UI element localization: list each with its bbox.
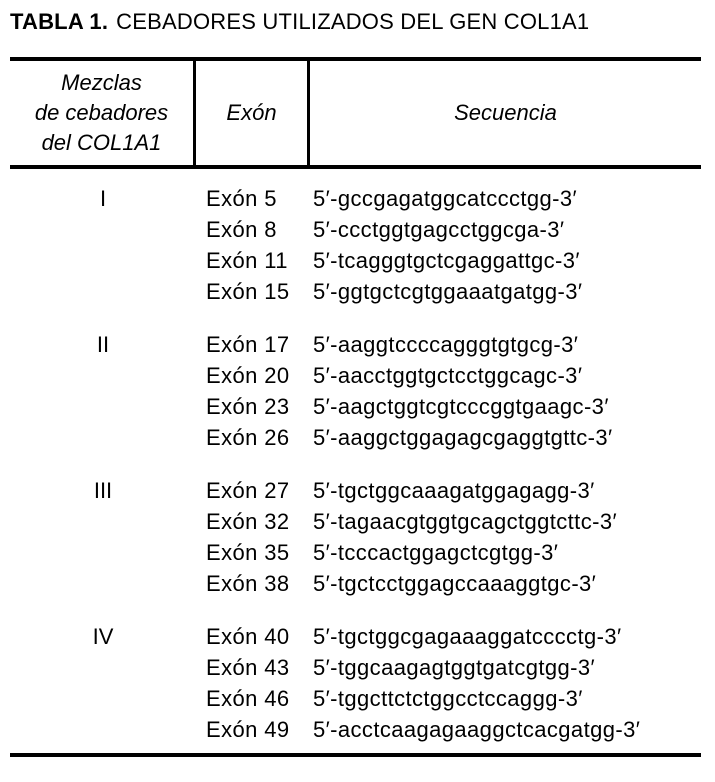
table-row [10, 506, 701, 537]
table-bottom-rule [10, 753, 701, 757]
sequence-text: 5′-tagaacgtggtgcagctggtcttc-3′ [313, 509, 617, 534]
table-title-text: CEBADORES UTILIZADOS DEL GEN COL1A1 [116, 9, 590, 34]
sequence-text: 5′-tggcttctctggcctccaggg-3′ [313, 686, 583, 711]
mix-spacer [10, 714, 196, 745]
sequence-text: 5′-tcagggtgctcgaggattgc-3′ [313, 248, 580, 273]
sequence-text: 5′-ccctggtgagcctggcga-3′ [313, 217, 565, 242]
table-body [10, 169, 701, 753]
exon-label: Exón 43 [206, 655, 290, 680]
exon-label: Exón 15 [206, 279, 290, 304]
exon-label: Exón 23 [206, 394, 290, 419]
sequence-text: 5′-tgctcctggagccaaaggtgc-3′ [313, 571, 597, 596]
table-row [10, 714, 701, 745]
table-title-label: TABLA 1. [10, 9, 109, 34]
sequence-text: 5′-aacctggtgctcctggcagc-3′ [313, 363, 583, 388]
mix-label: III [93, 478, 113, 503]
exon-label: Exón 26 [206, 425, 290, 450]
mix-spacer [10, 537, 196, 568]
mix-spacer [10, 391, 196, 422]
exon-label: Exón 46 [206, 686, 290, 711]
sequence-text: 5′-aaggtccccagggtgtgcg-3′ [313, 332, 579, 357]
exon-label: Exón 5 [206, 186, 277, 211]
table-row [10, 329, 701, 360]
exon-label: Exón 27 [206, 478, 290, 503]
table-row [10, 475, 701, 506]
table-row [10, 360, 701, 391]
exon-label: Exón 8 [206, 217, 277, 242]
table-row [10, 621, 701, 652]
sequence-text: 5′-aaggctggagagcgaggtgttc-3′ [313, 425, 613, 450]
mix-spacer [10, 360, 196, 391]
table-row [10, 391, 701, 422]
exon-label: Exón 38 [206, 571, 290, 596]
header-mix-line: de cebadores [34, 100, 169, 125]
primer-group-I [10, 183, 701, 307]
table-row [10, 568, 701, 599]
exon-label: Exón 17 [206, 332, 290, 357]
mix-spacer [10, 506, 196, 537]
mix-spacer [10, 652, 196, 683]
exon-label: Exón 40 [206, 624, 290, 649]
sequence-text: 5′-aagctggtcgtcccggtgaagc-3′ [313, 394, 609, 419]
sequence-text: 5′-acctcaagagaaggctcacgatgg-3′ [313, 717, 641, 742]
primer-group-IV [10, 621, 701, 745]
mix-label: II [96, 332, 110, 357]
sequence-text: 5′-tgctggcaaagatggagagg-3′ [313, 478, 595, 503]
exon-label: Exón 11 [206, 248, 288, 273]
primers-table [10, 57, 701, 757]
table-row [10, 276, 701, 307]
sequence-text: 5′-tgctggcgagaaaggatcccctg-3′ [313, 624, 622, 649]
sequence-text: 5′-ggtgctcgtggaaatgatgg-3′ [313, 279, 583, 304]
table-row [10, 245, 701, 276]
mix-label: IV [92, 624, 114, 649]
table-row [10, 537, 701, 568]
table-header [10, 61, 701, 165]
mix-spacer [10, 568, 196, 599]
mix-label: I [99, 186, 107, 211]
mix-spacer [10, 422, 196, 453]
table-row [10, 683, 701, 714]
mix-spacer [10, 245, 196, 276]
table-row [10, 214, 701, 245]
mix-spacer [10, 683, 196, 714]
mix-spacer [10, 276, 196, 307]
header-mix-column [10, 61, 196, 165]
sequence-text: 5′-tggcaagagtggtgatcgtgg-3′ [313, 655, 596, 680]
header-mix-line: Mezclas [61, 70, 142, 95]
exon-label: Exón 32 [206, 509, 290, 534]
table-row [10, 422, 701, 453]
exon-label: Exón 20 [206, 363, 290, 388]
header-sequence-column: Secuencia [454, 100, 557, 125]
sequence-text: 5′-gccgagatggcatccctgg-3′ [313, 186, 578, 211]
primer-group-III [10, 475, 701, 599]
sequence-text: 5′-tcccactggagctcgtgg-3′ [313, 540, 559, 565]
table-row [10, 183, 701, 214]
mix-spacer [10, 214, 196, 245]
header-exon-column: Exón [196, 61, 310, 165]
primer-group-II [10, 329, 701, 453]
table-row [10, 652, 701, 683]
header-mix-line: del COL1A1 [41, 130, 162, 155]
exon-label: Exón 35 [206, 540, 290, 565]
table-title [10, 9, 589, 35]
exon-label: Exón 49 [206, 717, 290, 742]
